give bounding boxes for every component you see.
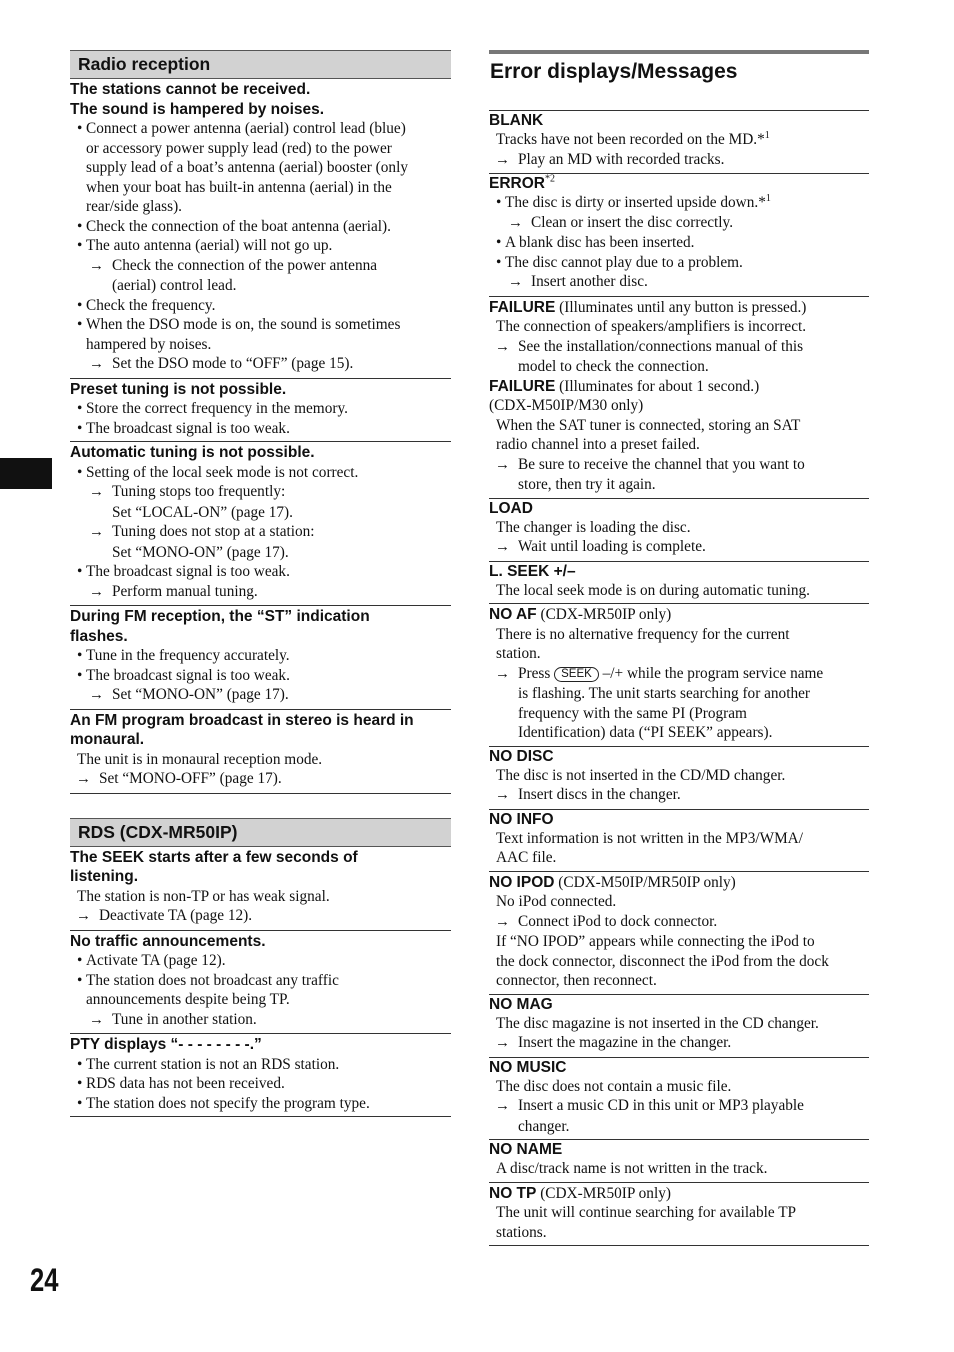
seek-key-icon: SEEK bbox=[554, 667, 599, 682]
error-blank bbox=[489, 111, 869, 174]
text-line: The disc is not inserted in the CD/MD changer. bbox=[496, 766, 786, 784]
bullet-line: • The auto antenna (aerial) will not go up. bbox=[70, 236, 451, 256]
remedy-line: →Insert another disc. bbox=[489, 272, 869, 293]
rds-item-seek bbox=[70, 847, 451, 931]
text-line: The disc magazine is not inserted in the CD changer. bbox=[496, 1014, 819, 1032]
question: PTY displays “- - - - - - - -.” bbox=[70, 1036, 262, 1053]
radio-item-st-flashes bbox=[70, 606, 451, 710]
error-lseek bbox=[489, 562, 869, 605]
remedy-line: →Check the connection of the power antenna bbox=[70, 256, 451, 277]
text-line: AAC file. bbox=[496, 849, 557, 866]
bullet-line: • The broadcast signal is too weak. bbox=[70, 666, 451, 686]
error-noname bbox=[489, 1140, 869, 1183]
error-nomag bbox=[489, 995, 869, 1058]
error-nodisc bbox=[489, 747, 869, 810]
text-line: model to check the connection. bbox=[518, 358, 709, 375]
text-line: station. bbox=[496, 645, 541, 662]
text-line: store, then try it again. bbox=[518, 476, 656, 493]
remedy-line: →Press SEEK –/+ while the program service name bbox=[489, 664, 869, 685]
text-line: The disc does not contain a music file. bbox=[496, 1077, 732, 1095]
remedy-line: →Perform manual tuning. bbox=[70, 582, 451, 603]
arrow-icon bbox=[495, 537, 518, 558]
bullet-line: • Check the frequency. bbox=[70, 296, 451, 316]
error-code-line: ERROR$^{*2}$ bbox=[489, 173, 555, 192]
bullet-line: • The broadcast signal is too weak. bbox=[70, 562, 451, 582]
error-error bbox=[489, 174, 869, 297]
error-code-line: NO TP (CDX-MR50IP only) bbox=[489, 1184, 671, 1202]
error-code: NO INFO bbox=[489, 810, 554, 828]
arrow-icon bbox=[89, 482, 112, 503]
arrow-icon bbox=[495, 785, 518, 806]
left-column bbox=[70, 50, 451, 1117]
remedy-line: →Connect iPod to dock connector. bbox=[489, 912, 869, 933]
text-line: is flashing. The unit starts searching for another bbox=[518, 685, 810, 702]
rds-item-traffic bbox=[70, 931, 451, 1035]
error-code: NO NAME bbox=[489, 1141, 563, 1158]
bullet-line: • Tune in the frequency accurately. bbox=[70, 646, 451, 666]
error-code: NO MAG bbox=[489, 995, 553, 1013]
arrow-icon bbox=[495, 912, 518, 933]
error-notp bbox=[489, 1183, 869, 1247]
bullet-line: • Activate TA (page 12). bbox=[70, 951, 451, 971]
remedy-line: →Deactivate TA (page 12). bbox=[70, 906, 451, 927]
rds-heading: RDS (CDX-MR50IP) bbox=[70, 818, 451, 847]
bullet-line: • The broadcast signal is too weak. bbox=[70, 419, 451, 439]
text-line: changer. bbox=[518, 1117, 570, 1135]
text-line: The local seek mode is on during automatic tuning. bbox=[496, 581, 810, 599]
text-line: The changer is loading the disc. bbox=[496, 518, 691, 536]
text-line: Identification) data (“PI SEEK” appears). bbox=[518, 724, 773, 741]
remedy-line: →Tuning does not stop at a station: bbox=[70, 522, 451, 543]
remedy-line: →Set the DSO mode to “OFF” (page 15). bbox=[70, 354, 451, 375]
remedy-line: →Tune in another station. bbox=[70, 1010, 451, 1031]
text-line: The unit will continue searching for available TP bbox=[496, 1204, 797, 1221]
bullet-line: • Setting of the local seek mode is not correct. bbox=[70, 463, 451, 483]
bullet-line: • The station does not broadcast any traffic bbox=[70, 971, 451, 991]
question: The sound is hampered by noises. bbox=[70, 100, 325, 118]
error-code: NO MUSIC bbox=[489, 1058, 567, 1076]
radio-reception-heading: Radio reception bbox=[70, 50, 451, 79]
text-line: A disc/track name is not written in the track. bbox=[496, 1160, 768, 1177]
bullet-line: • Connect a power antenna (aerial) control lead (blue) bbox=[70, 119, 451, 139]
remedy-line: →Set “MONO-ON” (page 17). bbox=[70, 685, 451, 706]
question: The stations cannot be received. bbox=[70, 81, 311, 98]
arrow-icon bbox=[495, 150, 518, 171]
radio-item-preset bbox=[70, 379, 451, 443]
arrow-icon bbox=[76, 906, 99, 927]
error-displays-title: Error displays/Messages bbox=[489, 50, 869, 111]
text-line: or accessory power supply lead (red) to the power bbox=[86, 139, 392, 157]
arrow-icon bbox=[89, 1010, 112, 1031]
text-line: Set “LOCAL-ON” (page 17). bbox=[112, 503, 293, 521]
remedy-line: →Tuning stops too frequently: bbox=[70, 482, 451, 503]
text-line: There is no alternative frequency for the current bbox=[496, 625, 790, 643]
error-code-line: NO IPOD (CDX-M50IP/MR50IP only) bbox=[489, 873, 736, 891]
rds-item-pty bbox=[70, 1034, 451, 1117]
arrow-icon bbox=[495, 337, 518, 358]
text-line: When the SAT tuner is connected, storing an SAT bbox=[496, 416, 801, 434]
arrow-icon bbox=[89, 685, 112, 706]
error-code: LOAD bbox=[489, 499, 533, 517]
text-line: The connection of speakers/amplifiers is incorrect. bbox=[496, 318, 807, 335]
text-line: announcements despite being TP. bbox=[86, 991, 290, 1008]
right-column bbox=[489, 50, 869, 1246]
error-code-line: FAILURE (Illuminates until any button is pressed.) bbox=[489, 298, 807, 316]
text-line: If “NO IPOD” appears while connecting the iPod to bbox=[496, 933, 815, 950]
text-line: Tracks have not been recorded on the MD.*$^1$ bbox=[496, 129, 770, 148]
error-noipod bbox=[489, 872, 869, 995]
error-code-line: NO AF (CDX-MR50IP only) bbox=[489, 606, 672, 623]
text-line: supply lead of a boat’s antenna (aerial) booster (only bbox=[86, 159, 408, 176]
text-line: frequency with the same PI (Program bbox=[518, 704, 747, 722]
bullet-line: • RDS data has not been received. bbox=[70, 1074, 451, 1094]
question: No traffic announcements. bbox=[70, 932, 266, 950]
arrow-icon bbox=[89, 582, 112, 603]
text-line: Set “MONO-ON” (page 17). bbox=[112, 543, 289, 561]
remedy-line: →Play an MD with recorded tracks. bbox=[489, 150, 869, 171]
error-noinfo bbox=[489, 810, 869, 872]
bullet-line: • The station does not specify the program type. bbox=[70, 1094, 451, 1114]
text-line: Text information is not written in the MP3/WMA/ bbox=[496, 829, 803, 847]
text-line: when your boat has built-in antenna (aerial) in the bbox=[86, 178, 392, 196]
text-line: No iPod connected. bbox=[496, 893, 617, 910]
radio-item-auto-tuning bbox=[70, 442, 451, 606]
bullet-line: • A blank disc has been inserted. bbox=[489, 233, 869, 253]
arrow-icon bbox=[508, 213, 531, 234]
text-line: hampered by noises. bbox=[86, 335, 212, 353]
arrow-icon bbox=[76, 769, 99, 790]
question: Automatic tuning is not possible. bbox=[70, 444, 315, 461]
error-failure bbox=[489, 297, 869, 499]
remedy-line: →Clean or insert the disc correctly. bbox=[489, 213, 869, 234]
text-line: The station is non-TP or has weak signal. bbox=[77, 887, 330, 905]
radio-item-no-stations bbox=[70, 79, 451, 379]
question: The SEEK starts after a few seconds of bbox=[70, 848, 358, 866]
remedy-line: →Be sure to receive the channel that you want to bbox=[489, 455, 869, 476]
text-line: stations. bbox=[496, 1223, 547, 1241]
arrow-icon bbox=[89, 354, 112, 375]
remedy-line: →Set “MONO-OFF” (page 17). bbox=[70, 769, 451, 790]
error-code: NO DISC bbox=[489, 747, 554, 765]
section-tab-marker bbox=[0, 458, 52, 489]
arrow-icon bbox=[495, 455, 518, 476]
bullet-line: • Store the correct frequency in the memory. bbox=[70, 399, 451, 419]
text-line: rear/side glass). bbox=[86, 198, 182, 215]
text-line: The unit is in monaural reception mode. bbox=[77, 750, 323, 768]
error-nomusic bbox=[489, 1058, 869, 1141]
question: flashes. bbox=[70, 627, 128, 645]
remedy-line: →Insert discs in the changer. bbox=[489, 785, 869, 806]
question: Preset tuning is not possible. bbox=[70, 380, 287, 398]
remedy-line: →See the installation/connections manual of this bbox=[489, 337, 869, 358]
question: An FM program broadcast in stereo is heard in bbox=[70, 711, 414, 729]
question: During FM reception, the “ST” indication bbox=[70, 608, 370, 625]
arrow-icon bbox=[495, 1033, 518, 1054]
question: listening. bbox=[70, 868, 139, 885]
error-code-line: FAILURE (Illuminates for about 1 second.) bbox=[489, 377, 760, 395]
arrow-icon bbox=[89, 522, 112, 543]
bullet-line: • When the DSO mode is on, the sound is sometimes bbox=[70, 315, 451, 335]
error-code: BLANK bbox=[489, 112, 544, 129]
remedy-line: →Insert the magazine in the changer. bbox=[489, 1033, 869, 1054]
bullet-line: • The disc is dirty or inserted upside down.*$^1$ bbox=[489, 193, 869, 213]
error-load bbox=[489, 499, 869, 562]
arrow-icon bbox=[495, 664, 518, 685]
remedy-line: →Insert a music CD in this unit or MP3 playable bbox=[489, 1096, 869, 1117]
bullet-line: • The disc cannot play due to a problem. bbox=[489, 253, 869, 273]
arrow-icon bbox=[495, 1096, 518, 1117]
error-code: L. SEEK +/– bbox=[489, 562, 576, 580]
radio-item-monaural bbox=[70, 710, 451, 794]
error-noaf bbox=[489, 604, 869, 747]
page-number: 24 bbox=[30, 1262, 59, 1298]
remedy-line: →Wait until loading is complete. bbox=[489, 537, 869, 558]
text-line: (CDX-M50IP/M30 only) bbox=[489, 397, 644, 414]
text-line: connector, then reconnect. bbox=[496, 972, 657, 989]
bullet-line: • The current station is not an RDS station. bbox=[70, 1055, 451, 1075]
bullet-line: • Check the connection of the boat antenna (aerial). bbox=[70, 217, 451, 237]
arrow-icon bbox=[508, 272, 531, 293]
text-line: radio channel into a preset failed. bbox=[496, 436, 700, 453]
text-line: the dock connector, disconnect the iPod from the dock bbox=[496, 952, 829, 970]
arrow-icon bbox=[89, 256, 112, 277]
text-line: (aerial) control lead. bbox=[112, 277, 237, 294]
question: monaural. bbox=[70, 731, 145, 748]
